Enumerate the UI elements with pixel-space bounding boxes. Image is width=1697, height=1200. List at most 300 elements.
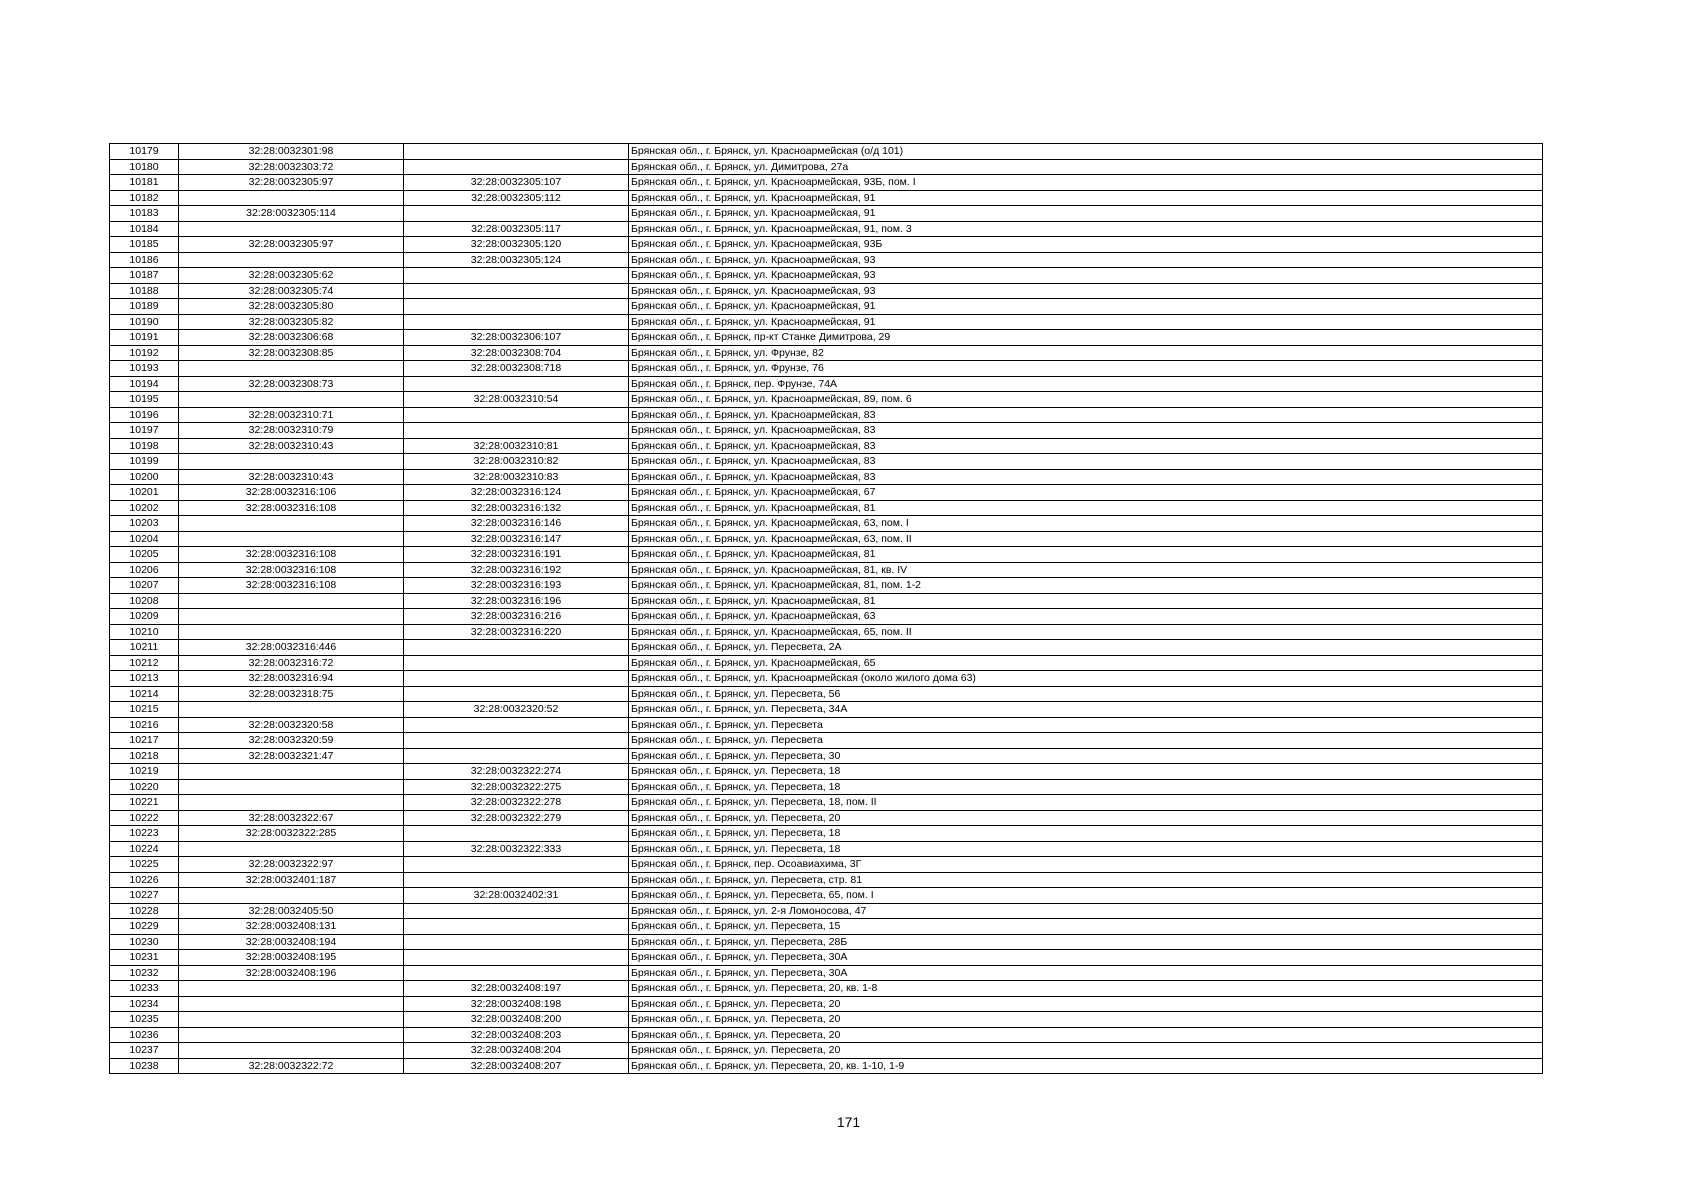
row-number-cell: 10217 [110,733,179,749]
address-cell: Брянская обл., г. Брянск, ул. Красноармейская, 83 [629,469,1543,485]
row-number-cell: 10204 [110,531,179,547]
address-cell: Брянская обл., г. Брянск, ул. Красноармейская, 91 [629,206,1543,222]
row-number-cell: 10190 [110,314,179,330]
row-number-cell: 10221 [110,795,179,811]
row-number-cell: 10195 [110,392,179,408]
row-number-cell: 10225 [110,857,179,873]
table-row [110,376,1543,392]
row-number-cell: 10205 [110,547,179,563]
land-cadastral-number-cell: 32:28:0032305:74 [179,283,404,299]
address-cell: Брянская обл., г. Брянск, ул. Красноармейская, 65, пом. II [629,624,1543,640]
table-row [110,826,1543,842]
row-number-cell: 10182 [110,190,179,206]
row-number-cell: 10179 [110,144,179,160]
building-cadastral-number-cell [404,717,629,733]
row-number-cell: 10186 [110,252,179,268]
building-cadastral-number-cell [404,748,629,764]
row-number-cell: 10220 [110,779,179,795]
row-number-cell: 10193 [110,361,179,377]
address-cell: Брянская обл., г. Брянск, ул. Пересвета, 20, кв. 1-10, 1-9 [629,1058,1543,1074]
row-number-cell: 10180 [110,159,179,175]
address-cell: Брянская обл., г. Брянск, ул. Пересвета, 56 [629,686,1543,702]
land-cadastral-number-cell [179,764,404,780]
building-cadastral-number-cell: 32:28:0032306:107 [404,330,629,346]
land-cadastral-number-cell: 32:28:0032316:108 [179,578,404,594]
land-cadastral-number-cell: 32:28:0032405:50 [179,903,404,919]
building-cadastral-number-cell: 32:28:0032310:54 [404,392,629,408]
building-cadastral-number-cell: 32:28:0032408:204 [404,1043,629,1059]
building-cadastral-number-cell [404,159,629,175]
row-number-cell: 10218 [110,748,179,764]
table-row [110,407,1543,423]
address-cell: Брянская обл., г. Брянск, ул. Пересвета, 34А [629,702,1543,718]
address-cell: Брянская обл., г. Брянск, ул. Пересвета, 18, пом. II [629,795,1543,811]
land-cadastral-number-cell [179,779,404,795]
land-cadastral-number-cell: 32:28:0032316:108 [179,562,404,578]
land-cadastral-number-cell: 32:28:0032306:68 [179,330,404,346]
building-cadastral-number-cell [404,268,629,284]
building-cadastral-number-cell: 32:28:0032310:81 [404,438,629,454]
building-cadastral-number-cell: 32:28:0032316:124 [404,485,629,501]
row-number-cell: 10224 [110,841,179,857]
row-number-cell: 10235 [110,1012,179,1028]
address-cell: Брянская обл., г. Брянск, ул. Красноармейская, 83 [629,438,1543,454]
land-cadastral-number-cell: 32:28:0032408:195 [179,950,404,966]
address-cell: Брянская обл., г. Брянск, ул. Фрунзе, 76 [629,361,1543,377]
land-cadastral-number-cell: 32:28:0032316:108 [179,500,404,516]
table-row [110,206,1543,222]
building-cadastral-number-cell: 32:28:0032305:120 [404,237,629,253]
address-cell: Брянская обл., г. Брянск, ул. Пересвета, 2А [629,640,1543,656]
address-cell: Брянская обл., г. Брянск, ул. Красноармейская, 93Б, пом. I [629,175,1543,191]
building-cadastral-number-cell [404,934,629,950]
land-cadastral-number-cell [179,454,404,470]
building-cadastral-number-cell [404,733,629,749]
table-row [110,438,1543,454]
land-cadastral-number-cell: 32:28:0032308:85 [179,345,404,361]
table-row [110,1012,1543,1028]
land-cadastral-number-cell: 32:28:0032310:71 [179,407,404,423]
table-row [110,1058,1543,1074]
building-cadastral-number-cell [404,857,629,873]
address-cell: Брянская обл., г. Брянск, ул. Пересвета, 30А [629,950,1543,966]
row-number-cell: 10208 [110,593,179,609]
table-row [110,841,1543,857]
building-cadastral-number-cell: 32:28:0032316:132 [404,500,629,516]
address-cell: Брянская обл., г. Брянск, ул. Пересвета, 28Б [629,934,1543,950]
table-row [110,516,1543,532]
row-number-cell: 10237 [110,1043,179,1059]
address-cell: Брянская обл., г. Брянск, ул. Пересвета, 15 [629,919,1543,935]
building-cadastral-number-cell: 32:28:0032316:146 [404,516,629,532]
address-cell: Брянская обл., г. Брянск, ул. Пересвета, 18 [629,841,1543,857]
building-cadastral-number-cell: 32:28:0032408:207 [404,1058,629,1074]
row-number-cell: 10236 [110,1027,179,1043]
row-number-cell: 10216 [110,717,179,733]
row-number-cell: 10207 [110,578,179,594]
address-cell: Брянская обл., г. Брянск, ул. Красноармейская, 83 [629,454,1543,470]
table-row [110,221,1543,237]
address-cell: Брянская обл., г. Брянск, ул. Пересвета, 20 [629,996,1543,1012]
land-cadastral-number-cell: 32:28:0032322:72 [179,1058,404,1074]
address-cell: Брянская обл., г. Брянск, ул. Пересвета, 20 [629,1043,1543,1059]
building-cadastral-number-cell: 32:28:0032408:198 [404,996,629,1012]
address-cell: Брянская обл., г. Брянск, ул. Красноармейская (около жилого дома 63) [629,671,1543,687]
land-cadastral-number-cell: 32:28:0032408:131 [179,919,404,935]
land-cadastral-number-cell: 32:28:0032305:97 [179,175,404,191]
row-number-cell: 10230 [110,934,179,950]
land-cadastral-number-cell [179,795,404,811]
building-cadastral-number-cell: 32:28:0032322:274 [404,764,629,780]
address-cell: Брянская обл., г. Брянск, ул. Красноармейская, 91 [629,299,1543,315]
address-cell: Брянская обл., г. Брянск, пр-кт Станке Димитрова, 29 [629,330,1543,346]
land-cadastral-number-cell: 32:28:0032316:446 [179,640,404,656]
address-cell: Брянская обл., г. Брянск, ул. Пересвета, 18 [629,779,1543,795]
land-cadastral-number-cell [179,593,404,609]
registry-table-body [110,144,1543,1074]
address-cell: Брянская обл., г. Брянск, ул. Красноармейская, 89, пом. 6 [629,392,1543,408]
table-row [110,283,1543,299]
land-cadastral-number-cell: 32:28:0032310:79 [179,423,404,439]
building-cadastral-number-cell: 32:28:0032316:220 [404,624,629,640]
row-number-cell: 10185 [110,237,179,253]
building-cadastral-number-cell: 32:28:0032402:31 [404,888,629,904]
address-cell: Брянская обл., г. Брянск, ул. Красноармейская, 63, пом. II [629,531,1543,547]
land-cadastral-number-cell: 32:28:0032322:67 [179,810,404,826]
table-row [110,314,1543,330]
land-cadastral-number-cell: 32:28:0032318:75 [179,686,404,702]
land-cadastral-number-cell: 32:28:0032305:97 [179,237,404,253]
table-row [110,671,1543,687]
address-cell: Брянская обл., г. Брянск, ул. Пересвета, стр. 81 [629,872,1543,888]
table-row [110,996,1543,1012]
building-cadastral-number-cell [404,314,629,330]
address-cell: Брянская обл., г. Брянск, ул. Красноармейская, 83 [629,407,1543,423]
address-cell: Брянская обл., г. Брянск, ул. Красноармейская, 93 [629,252,1543,268]
address-cell: Брянская обл., г. Брянск, ул. 2-я Ломоносова, 47 [629,903,1543,919]
land-cadastral-number-cell [179,981,404,997]
row-number-cell: 10223 [110,826,179,842]
table-row [110,919,1543,935]
table-row [110,392,1543,408]
table-row [110,903,1543,919]
table-row [110,702,1543,718]
table-row [110,934,1543,950]
row-number-cell: 10206 [110,562,179,578]
table-row [110,454,1543,470]
row-number-cell: 10197 [110,423,179,439]
row-number-cell: 10212 [110,655,179,671]
row-number-cell: 10211 [110,640,179,656]
building-cadastral-number-cell: 32:28:0032322:333 [404,841,629,857]
land-cadastral-number-cell [179,190,404,206]
row-number-cell: 10188 [110,283,179,299]
land-cadastral-number-cell [179,221,404,237]
building-cadastral-number-cell: 32:28:0032316:147 [404,531,629,547]
building-cadastral-number-cell [404,872,629,888]
row-number-cell: 10213 [110,671,179,687]
row-number-cell: 10201 [110,485,179,501]
address-cell: Брянская обл., г. Брянск, ул. Красноармейская, 83 [629,423,1543,439]
land-cadastral-number-cell: 32:28:0032310:43 [179,438,404,454]
address-cell: Брянская обл., г. Брянск, ул. Красноармейская, 91, пом. 3 [629,221,1543,237]
land-cadastral-number-cell [179,624,404,640]
land-cadastral-number-cell: 32:28:0032320:58 [179,717,404,733]
row-number-cell: 10196 [110,407,179,423]
land-cadastral-number-cell: 32:28:0032408:196 [179,965,404,981]
land-cadastral-number-cell [179,996,404,1012]
row-number-cell: 10231 [110,950,179,966]
row-number-cell: 10184 [110,221,179,237]
table-row [110,655,1543,671]
building-cadastral-number-cell: 32:28:0032408:203 [404,1027,629,1043]
address-cell: Брянская обл., г. Брянск, ул. Пересвета [629,717,1543,733]
table-row [110,190,1543,206]
address-cell: Брянская обл., г. Брянск, ул. Красноармейская, 81 [629,593,1543,609]
land-cadastral-number-cell: 32:28:0032322:285 [179,826,404,842]
building-cadastral-number-cell [404,655,629,671]
page-number: 171 [836,1114,861,1130]
row-number-cell: 10229 [110,919,179,935]
row-number-cell: 10232 [110,965,179,981]
row-number-cell: 10234 [110,996,179,1012]
building-cadastral-number-cell [404,671,629,687]
row-number-cell: 10191 [110,330,179,346]
table-row [110,981,1543,997]
land-cadastral-number-cell: 32:28:0032316:94 [179,671,404,687]
row-number-cell: 10233 [110,981,179,997]
table-row [110,423,1543,439]
table-row [110,640,1543,656]
land-cadastral-number-cell: 32:28:0032303:72 [179,159,404,175]
address-cell: Брянская обл., г. Брянск, ул. Красноармейская, 91 [629,314,1543,330]
table-row [110,159,1543,175]
building-cadastral-number-cell: 32:28:0032316:216 [404,609,629,625]
land-cadastral-number-cell: 32:28:0032301:98 [179,144,404,160]
row-number-cell: 10194 [110,376,179,392]
table-row [110,764,1543,780]
land-cadastral-number-cell: 32:28:0032320:59 [179,733,404,749]
row-number-cell: 10199 [110,454,179,470]
building-cadastral-number-cell [404,407,629,423]
address-cell: Брянская обл., г. Брянск, ул. Красноармейская, 81, кв. IV [629,562,1543,578]
building-cadastral-number-cell: 32:28:0032308:718 [404,361,629,377]
table-row [110,686,1543,702]
address-cell: Брянская обл., г. Брянск, ул. Пересвета, 20, кв. 1-8 [629,981,1543,997]
land-cadastral-number-cell: 32:28:0032305:114 [179,206,404,222]
building-cadastral-number-cell: 32:28:0032316:192 [404,562,629,578]
address-cell: Брянская обл., г. Брянск, ул. Пересвета, 20 [629,1012,1543,1028]
land-cadastral-number-cell: 32:28:0032321:47 [179,748,404,764]
row-number-cell: 10200 [110,469,179,485]
land-cadastral-number-cell [179,1043,404,1059]
land-cadastral-number-cell: 32:28:0032305:62 [179,268,404,284]
address-cell: Брянская обл., г. Брянск, ул. Красноармейская, 93Б [629,237,1543,253]
address-cell: Брянская обл., г. Брянск, пер. Осоавиахима, 3Г [629,857,1543,873]
table-row [110,547,1543,563]
building-cadastral-number-cell [404,144,629,160]
building-cadastral-number-cell [404,283,629,299]
building-cadastral-number-cell: 32:28:0032316:196 [404,593,629,609]
row-number-cell: 10209 [110,609,179,625]
building-cadastral-number-cell: 32:28:0032408:200 [404,1012,629,1028]
building-cadastral-number-cell: 32:28:0032310:82 [404,454,629,470]
building-cadastral-number-cell: 32:28:0032316:191 [404,547,629,563]
address-cell: Брянская обл., г. Брянск, ул. Пересвета, 30А [629,965,1543,981]
address-cell: Брянская обл., г. Брянск, ул. Димитрова, 27а [629,159,1543,175]
address-cell: Брянская обл., г. Брянск, ул. Фрунзе, 82 [629,345,1543,361]
land-cadastral-number-cell [179,516,404,532]
building-cadastral-number-cell: 32:28:0032320:52 [404,702,629,718]
building-cadastral-number-cell [404,423,629,439]
building-cadastral-number-cell: 32:28:0032305:117 [404,221,629,237]
table-row [110,531,1543,547]
table-row [110,950,1543,966]
land-cadastral-number-cell [179,531,404,547]
table-row [110,345,1543,361]
table-row [110,609,1543,625]
row-number-cell: 10181 [110,175,179,191]
land-cadastral-number-cell [179,361,404,377]
land-cadastral-number-cell: 32:28:0032305:80 [179,299,404,315]
building-cadastral-number-cell [404,919,629,935]
land-cadastral-number-cell [179,252,404,268]
table-row [110,330,1543,346]
address-cell: Брянская обл., г. Брянск, ул. Пересвета, 30 [629,748,1543,764]
building-cadastral-number-cell: 32:28:0032310:83 [404,469,629,485]
row-number-cell: 10202 [110,500,179,516]
table-row [110,175,1543,191]
building-cadastral-number-cell: 32:28:0032305:124 [404,252,629,268]
building-cadastral-number-cell [404,965,629,981]
address-cell: Брянская обл., г. Брянск, ул. Пересвета, 65, пом. I [629,888,1543,904]
table-row [110,733,1543,749]
land-cadastral-number-cell: 32:28:0032316:72 [179,655,404,671]
table-row [110,578,1543,594]
row-number-cell: 10187 [110,268,179,284]
table-row [110,1027,1543,1043]
address-cell: Брянская обл., г. Брянск, ул. Красноармейская, 63 [629,609,1543,625]
address-cell: Брянская обл., г. Брянск, ул. Пересвета, 20 [629,1027,1543,1043]
land-cadastral-number-cell [179,1012,404,1028]
row-number-cell: 10214 [110,686,179,702]
land-cadastral-number-cell: 32:28:0032408:194 [179,934,404,950]
building-cadastral-number-cell [404,826,629,842]
address-cell: Брянская обл., г. Брянск, ул. Красноармейская, 67 [629,485,1543,501]
row-number-cell: 10228 [110,903,179,919]
land-cadastral-number-cell: 32:28:0032401:187 [179,872,404,888]
building-cadastral-number-cell: 32:28:0032316:193 [404,578,629,594]
table-row [110,624,1543,640]
land-cadastral-number-cell: 32:28:0032308:73 [179,376,404,392]
table-row [110,965,1543,981]
table-row [110,361,1543,377]
building-cadastral-number-cell: 32:28:0032305:107 [404,175,629,191]
table-row [110,888,1543,904]
row-number-cell: 10215 [110,702,179,718]
address-cell: Брянская обл., г. Брянск, ул. Красноармейская, 65 [629,655,1543,671]
land-cadastral-number-cell [179,888,404,904]
table-row [110,268,1543,284]
land-cadastral-number-cell [179,609,404,625]
building-cadastral-number-cell [404,299,629,315]
address-cell: Брянская обл., г. Брянск, ул. Красноармейская, 93 [629,268,1543,284]
row-number-cell: 10210 [110,624,179,640]
row-number-cell: 10192 [110,345,179,361]
table-row [110,872,1543,888]
building-cadastral-number-cell [404,206,629,222]
table-row [110,593,1543,609]
table-row [110,748,1543,764]
row-number-cell: 10238 [110,1058,179,1074]
row-number-cell: 10222 [110,810,179,826]
building-cadastral-number-cell [404,686,629,702]
building-cadastral-number-cell: 32:28:0032305:112 [404,190,629,206]
table-row [110,299,1543,315]
table-row [110,779,1543,795]
row-number-cell: 10189 [110,299,179,315]
address-cell: Брянская обл., г. Брянск, ул. Пересвета, 18 [629,764,1543,780]
building-cadastral-number-cell: 32:28:0032322:279 [404,810,629,826]
land-cadastral-number-cell: 32:28:0032310:43 [179,469,404,485]
table-row [110,857,1543,873]
table-row [110,1043,1543,1059]
row-number-cell: 10203 [110,516,179,532]
building-cadastral-number-cell [404,376,629,392]
land-cadastral-number-cell [179,702,404,718]
row-number-cell: 10227 [110,888,179,904]
address-cell: Брянская обл., г. Брянск, ул. Пересвета, 20 [629,810,1543,826]
building-cadastral-number-cell [404,640,629,656]
land-cadastral-number-cell [179,1027,404,1043]
land-cadastral-number-cell: 32:28:0032316:106 [179,485,404,501]
table-row [110,237,1543,253]
table-row [110,144,1543,160]
row-number-cell: 10183 [110,206,179,222]
land-cadastral-number-cell: 32:28:0032322:97 [179,857,404,873]
address-cell: Брянская обл., г. Брянск, ул. Пересвета [629,733,1543,749]
address-cell: Брянская обл., г. Брянск, ул. Красноармейская, 81 [629,547,1543,563]
row-number-cell: 10226 [110,872,179,888]
table-row [110,810,1543,826]
table-row [110,717,1543,733]
table-row [110,485,1543,501]
address-cell: Брянская обл., г. Брянск, ул. Пересвета, 18 [629,826,1543,842]
table-row [110,252,1543,268]
registry-table [109,143,1543,1074]
row-number-cell: 10219 [110,764,179,780]
building-cadastral-number-cell: 32:28:0032308:704 [404,345,629,361]
table-row [110,469,1543,485]
address-cell: Брянская обл., г. Брянск, ул. Красноармейская, 81 [629,500,1543,516]
address-cell: Брянская обл., г. Брянск, ул. Красноармейская, 63, пом. I [629,516,1543,532]
building-cadastral-number-cell [404,903,629,919]
building-cadastral-number-cell: 32:28:0032408:197 [404,981,629,997]
land-cadastral-number-cell [179,392,404,408]
land-cadastral-number-cell: 32:28:0032316:108 [179,547,404,563]
table-row [110,795,1543,811]
table-row [110,500,1543,516]
row-number-cell: 10198 [110,438,179,454]
address-cell: Брянская обл., г. Брянск, ул. Красноармейская, 93 [629,283,1543,299]
building-cadastral-number-cell [404,950,629,966]
address-cell: Брянская обл., г. Брянск, ул. Красноармейская (о/д 101) [629,144,1543,160]
building-cadastral-number-cell: 32:28:0032322:275 [404,779,629,795]
address-cell: Брянская обл., г. Брянск, ул. Красноармейская, 91 [629,190,1543,206]
table-row [110,562,1543,578]
land-cadastral-number-cell [179,841,404,857]
land-cadastral-number-cell: 32:28:0032305:82 [179,314,404,330]
